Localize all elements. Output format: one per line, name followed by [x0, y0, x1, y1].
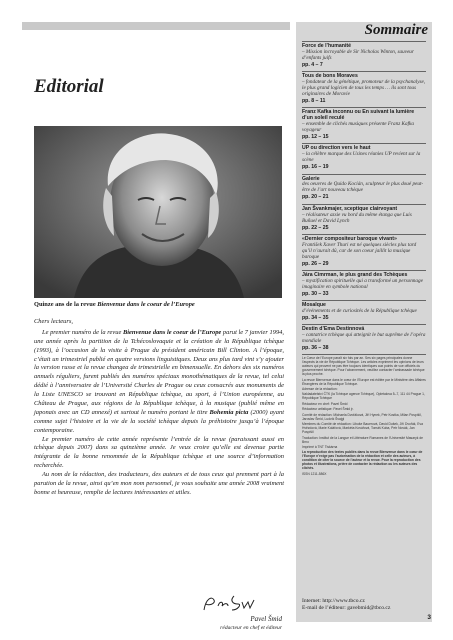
toc-entry[interactable]: Force de l’humanité – Mission incroyable de Sir Nicholas Winton, sauveur d’enfants juifs pp. 4 – 7 [302, 41, 426, 71]
portrait-image [34, 126, 282, 298]
editorial-subtitle: Quinze ans de la revue Bienvenue dans le coeur de l’Europe [34, 301, 195, 308]
toc-entry[interactable]: Destin d’Ema Destinnová – cantatrice tchèque qui atteignit le but suprême de l’opéra mondiale pp. 36 – 38 [302, 324, 426, 354]
editorial-paragraph: Le premier numéro de la revue Bienvenue dans le coeur de l’Europe parut le 7 janvier 1994, une année après la partition de la Tchécoslovaquie et la création de la République tchèque (1993), à l’occasion de la visite à Prague du président américain Bill Clinton. A l’époque, c’était un trimestriel publié en quatre versions linguistiques. Deux ans plus tard vint s’y ajouter la version russe et la revue changea de trimestrielle en bimensuelle. En dehors des six numéros annuels réguliers, furent publiés des numéros spéciaux monothématiques de la revue, tel celui dédié à l’anniversaire de l’Université Charles de Prague ou ceux consacrés aux monuments de la Liste UNESCO se trouvant en République tchèque, au sport, à l’Union européenne, au Château de Prague, aux régions de la République tchèque, à la musique (publié même en japonais avec un CD annexé) et surtout le numéro portant le titre Bohemia picta (2000) ayant comme sujet l’histoire et la vie de la société tchèque depuis la préhistoire jusqu’à l’époque contemporaine. [34, 328, 284, 434]
contact-info [302, 598, 428, 613]
editorial-body [34, 318, 284, 498]
signature-role: rédacteur en chef et éditeur [220, 625, 282, 631]
editorial-paragraph: Au nom de la rédaction, des traducteurs, des auteurs et de tous ceux qui prennent part à la parution de la revue, ainsi qu’en mon nom personnel, je vous souhaite une année 2008 vraiment bonne et heureuse, remplie de lectures intéressantes et utiles. [34, 471, 284, 496]
toc-entry[interactable]: Tous de bons Moraves – fondateur de la génétique, promoteur de la psychanalyse, le plus grand logicien de tous les temps … ils sont tous originaires de Moravie pp. 8 – 11 [302, 71, 426, 107]
imprint-block: Le Cœur de l’Europe paraît six fois par an. Ses six pages principales donne l’aspects la vie de République Tchèque. Les articles expriment les opinions de leurs auteurs qui peuvent ne pas être toujours identiques aux points de vue officiels du gouvernement tchèque. Pour l’abonnement, veuillez contacter l’ambassade tchèque la plus proche. La revue Bienvenue dans le cœur de l’Europe est éditée par le Ministère des Affaires Étrangères de la République Tchèque. Adresse de la rédaction: Nakladatelství ČTK (la Tchèque agence Tchèque), Opletalova 5–7, 111 44 Prague 1, République Tchèque Rédacteur en chef: Pavel Šmid Rédacteur artistique: Pavel Šmid jr. Comité de rédaction: Michaela Dvořáková, Jiří Hynek, Petr Kostka, Milan Pospíšil, Jaroslav Šmid, Ludvík Švajgl Membres du Comité de rédaction: Libuše Bauerová, David Dušek, Jiří Dvořák, Eva Hvězdová, Marie Kolářová, Markéta Kovářová, Tomáš Kuba, Petr Novák, Jan Pospíšil Traduction: Institut de la Langue et Littérature Romanes de l’Université Masaryk de Brno Imprimé à TNT Tiskárna La reproduction des textes publiés dans la revue Bienvenue dans le cœur de l’Europe n’exige pas l’autorisation de la rédaction et celle des auteurs, à condition de citer la source de l’auteur et la revue. Pour la reproduction des photos et illustrations, prière de contacter la rédaction ou les auteurs des clichés. ISSN 1211-586X [302, 356, 426, 476]
editorial-paragraph: Le premier numéro de cette année représente l’entrée de la revue (paraissant aussi en tchèque depuis 2007) dans sa quinzième année. Je veux croire qu’elle est devenue partie intégrante de la bonne renommée de la République tchèque et une source d’information recherchée. [34, 435, 284, 470]
header-bar [22, 22, 290, 30]
toc-entry[interactable]: Jan Švankmajer, sceptique clairvoyant – réalisateur azsie vu bord du même étanga que Luis Buñuel et David Lynch pp. 22 – 25 [302, 204, 426, 234]
toc-entry[interactable]: Franz Kafka inconnu ou En suivant la lumière d’un soleil reculé – ensemble de clichés musiques présente Franz Kafka voyageur pp. 12 – 15 [302, 107, 426, 143]
table-of-contents [302, 41, 426, 478]
page-number: 3 [427, 614, 431, 621]
toc-entry[interactable]: Mosaïque d’événements et de curiosités de la République tchèque pp. 34 – 35 [302, 300, 426, 324]
salutation: Chers lecteurs, [34, 318, 73, 325]
email-link[interactable]: E-mail de l’éditeur: gavebmid@tbco.cz [302, 605, 391, 612]
editor-portrait-photo [34, 126, 282, 298]
toc-entry[interactable]: Jára Cimrman, le plus grand des Tchèques – mystification spirituelle qui a transformé un personnage imaginaire en symbole national pp. 30 – 33 [302, 270, 426, 300]
editorial-title: Editorial [34, 76, 104, 97]
editorial-column [22, 30, 290, 631]
sommaire-title: Sommaire [364, 22, 428, 38]
signature-name: Pavel Šmid [250, 615, 282, 623]
sommaire-column [296, 22, 432, 622]
handwritten-signature [142, 590, 262, 616]
toc-entry[interactable]: Galerie des oeuvres de Quido Kocián, sculpteur le plus doué peut-être de l’art nouveau tchèque pp. 20 – 21 [302, 174, 426, 204]
toc-entry[interactable]: UP ou direction vers le haut – la célèbre marque des Usines réunies UP revient sur la scène pp. 16 – 19 [302, 143, 426, 173]
toc-entry[interactable]: «Dernier compositeur baroque vivant» František Xaver Thuri est né quelques siècles plus tard qu’il n’aurait dû, car de son coeur jaillit la musique baroque pp. 26 – 29 [302, 234, 426, 270]
website-link[interactable]: Internet: http://www.tbco.cz [302, 598, 365, 604]
